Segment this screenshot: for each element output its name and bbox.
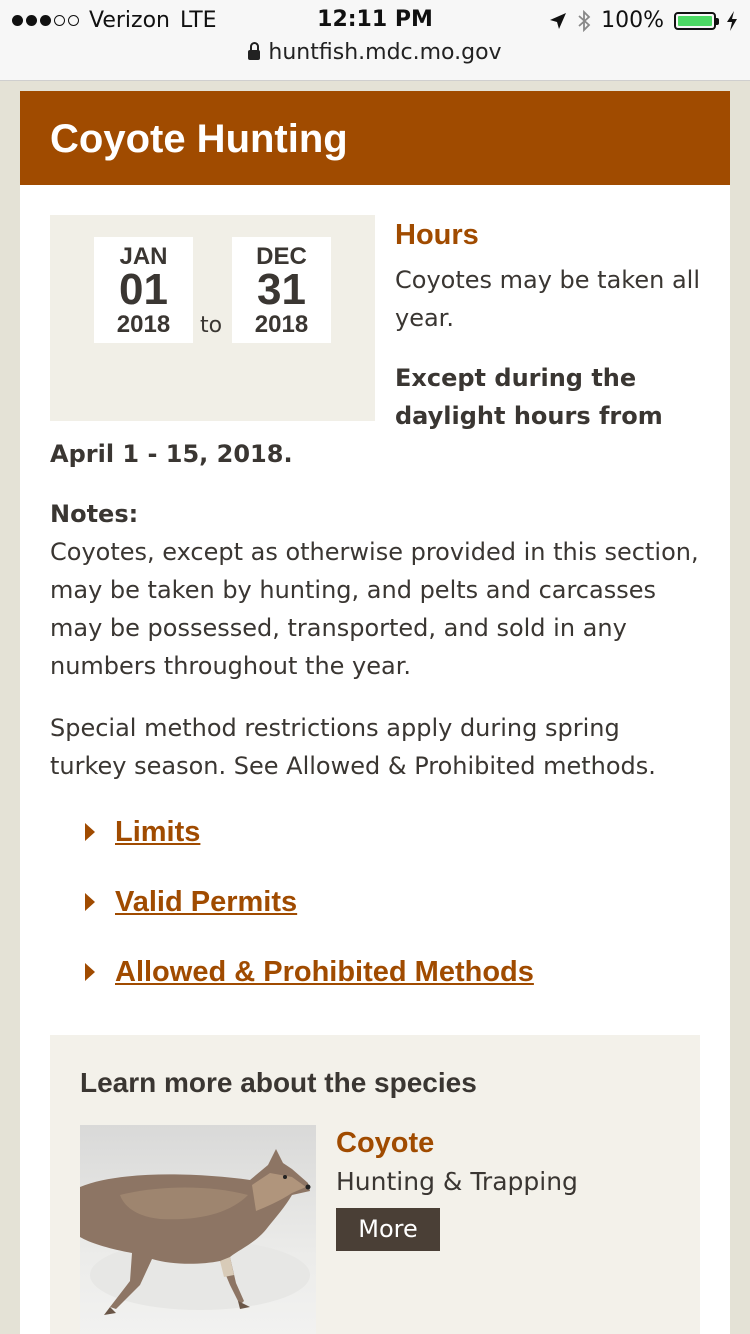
lock-icon [248, 50, 260, 60]
more-button[interactable]: More [336, 1208, 440, 1251]
valid-permits-link[interactable]: Valid Permits [115, 886, 298, 918]
start-month: JAN [119, 243, 168, 270]
page-title: Coyote Hunting [20, 91, 730, 185]
battery-percent: 100% [601, 8, 664, 33]
notes-label: Notes: [50, 500, 139, 528]
end-date [232, 237, 331, 343]
notes-paragraph: Coyotes, except as otherwise provided in this section, may be taken by hunting, and pelts and carcasses may be possessed, transported, and sold in any numbers throughout the year. [50, 538, 699, 680]
limits-link[interactable]: Limits [115, 816, 201, 848]
status-bar [0, 0, 750, 40]
hours-text: Coyotes may be taken all year. [395, 266, 700, 332]
species-name[interactable]: Coyote [336, 1127, 435, 1159]
learn-more-panel [50, 1035, 700, 1334]
learn-more-heading: Learn more about the species [80, 1067, 477, 1098]
season-dates [50, 215, 375, 421]
browser-chrome [0, 0, 750, 81]
caret-right-icon [85, 823, 95, 841]
start-day: 01 [119, 265, 168, 314]
end-month: DEC [256, 243, 307, 270]
status-time: 12:11 PM [317, 7, 433, 32]
charging-bolt-icon [726, 11, 738, 31]
network-type: LTE [180, 8, 217, 33]
allowed-prohibited-methods-link[interactable]: Allowed & Prohibited Methods [115, 956, 534, 988]
end-year: 2018 [254, 311, 309, 338]
link-item-valid-permits [85, 885, 700, 955]
hours-exception: Except during the daylight hours from April 1 - 15, 2018. [50, 364, 663, 468]
start-date [94, 237, 193, 343]
season-details [20, 185, 730, 1025]
related-links [50, 815, 700, 1025]
end-day: 31 [257, 265, 306, 314]
battery-icon [674, 12, 716, 30]
start-year: 2018 [116, 311, 171, 338]
carrier-name: Verizon [89, 8, 170, 33]
location-arrow-icon [549, 12, 567, 30]
link-item-limits [85, 815, 700, 885]
caret-right-icon [85, 893, 95, 911]
species-subtitle: Hunting & Trapping [336, 1167, 578, 1196]
hours-heading: Hours [395, 219, 479, 251]
bluetooth-icon [577, 10, 591, 32]
url-text: huntfish.mdc.mo.gov [268, 40, 502, 65]
coyote-photo[interactable] [80, 1125, 316, 1334]
method-restrictions-note: Special method restrictions apply during spring turkey season. See Allowed & Prohibited methods. [50, 714, 656, 780]
caret-right-icon [85, 963, 95, 981]
date-separator: to [200, 313, 223, 338]
address-bar[interactable] [0, 40, 750, 65]
link-item-methods [85, 955, 700, 1025]
coyote-illustration [80, 1125, 316, 1334]
content-card [20, 91, 730, 1334]
